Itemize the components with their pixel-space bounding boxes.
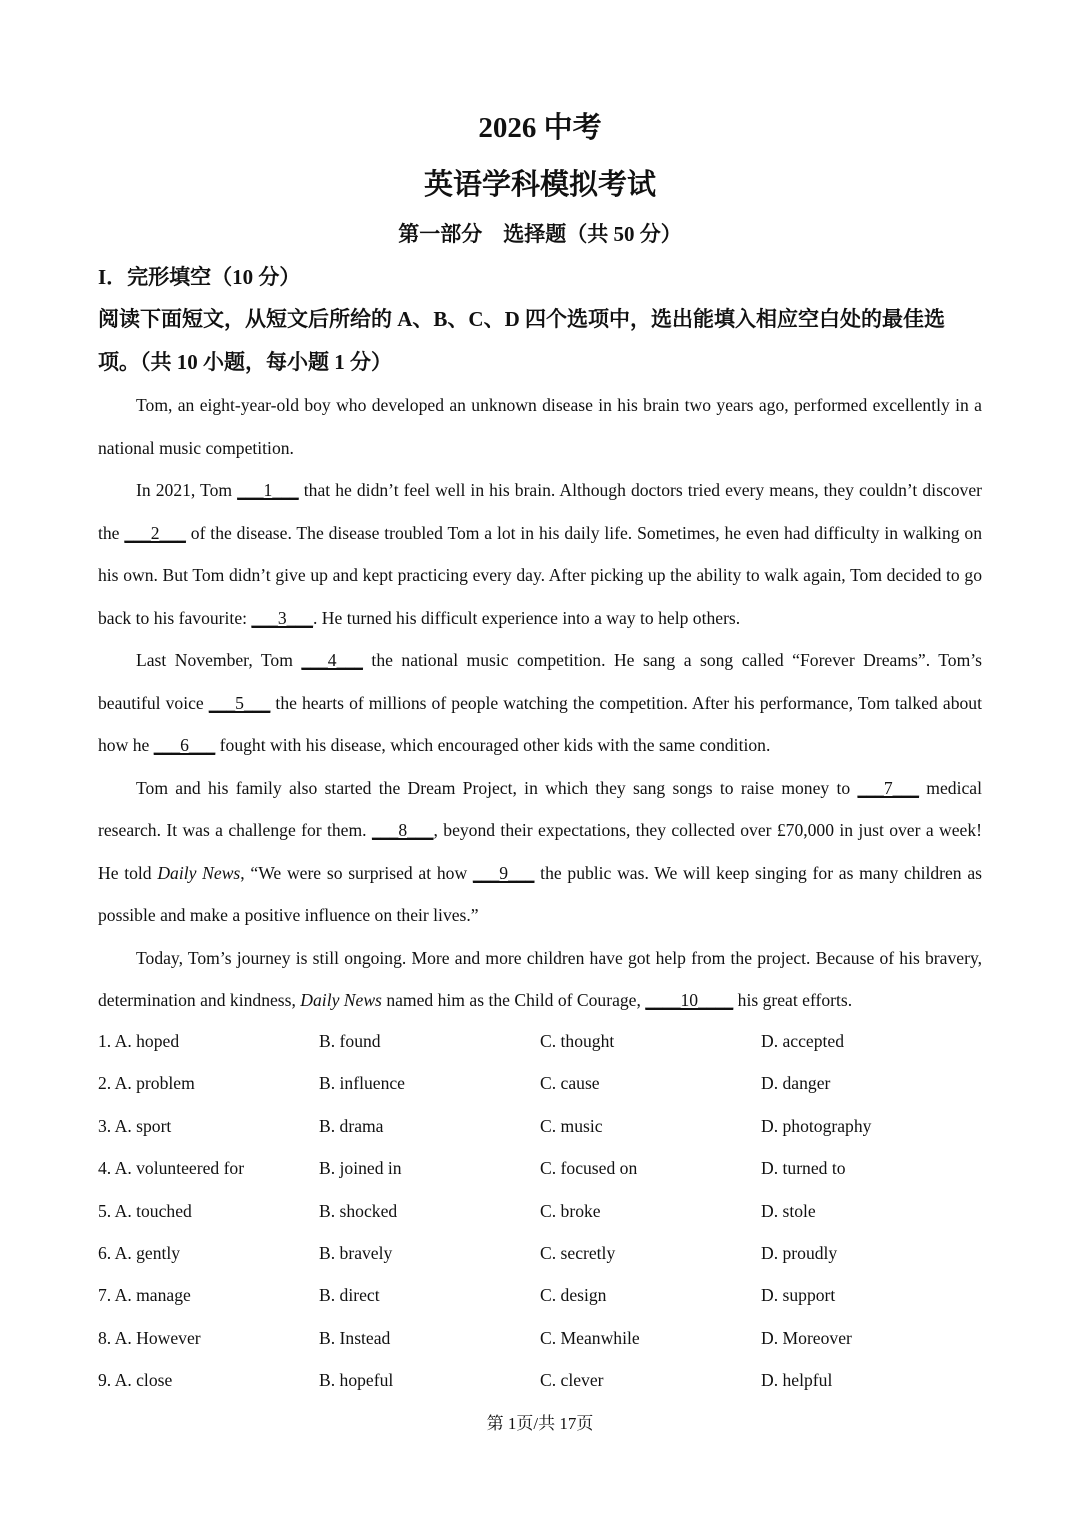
- option-row-8: [98, 1317, 982, 1359]
- option-row-6: [98, 1232, 982, 1274]
- exam-title: 2026 中考: [478, 112, 602, 144]
- option-d: D. Moreover: [761, 1327, 852, 1348]
- option-d: D. support: [761, 1285, 836, 1306]
- blank-9: ___9___: [472, 862, 535, 883]
- paragraph-text: Tom and his family also started the Dream Project, in which they sang songs to raise money to: [136, 777, 858, 798]
- blank-7: ___7___: [857, 777, 920, 798]
- option-b: B. found: [319, 1031, 381, 1051]
- cloze-passage: [98, 384, 982, 1022]
- exam-subtitle: 英语学科模拟考试: [423, 169, 656, 201]
- option-b: B. drama: [319, 1115, 384, 1136]
- page-number: 第 1页/共 17页: [486, 1414, 594, 1433]
- option-row-7: [98, 1274, 982, 1316]
- option-a: 1. A. hoped: [98, 1031, 180, 1051]
- paragraph-text: In 2021, Tom: [136, 480, 238, 500]
- paragraph-text: that he didn’t feel well in his brain. Although doctors tried every means, they couldn’t discover the: [98, 480, 982, 543]
- newspaper-name: Daily News: [157, 862, 241, 883]
- option-a: 7. A. manage: [98, 1285, 191, 1306]
- option-c: C. Meanwhile: [540, 1327, 640, 1348]
- option-b: B. influence: [319, 1073, 405, 1094]
- option-row-2: [98, 1062, 982, 1104]
- option-row-1: [98, 1020, 982, 1062]
- option-b: B. Instead: [319, 1327, 391, 1348]
- option-a: 6. A. gently: [98, 1242, 181, 1263]
- newspaper-name: Daily News: [300, 990, 382, 1010]
- paragraph-text: medical research. It was a challenge for them.: [98, 777, 982, 840]
- option-a: 4. A. volunteered for: [98, 1158, 245, 1179]
- blank-10: ____10____: [645, 990, 734, 1010]
- option-d: D. stole: [761, 1200, 816, 1221]
- option-d: D. helpful: [761, 1370, 833, 1391]
- option-d: D. accepted: [761, 1031, 845, 1051]
- paragraph-text: his great efforts.: [733, 990, 853, 1010]
- option-c: C. clever: [540, 1370, 604, 1391]
- paragraph-text: Tom, an eight-year-old boy who developed an unknown disease in his brain two years ago, performed excellently in a national music competition.: [98, 395, 982, 458]
- paragraph-4: [98, 767, 982, 937]
- option-c: C. focused on: [540, 1158, 638, 1179]
- blank-8: ___8___: [371, 820, 434, 840]
- option-a: 8. A. However: [98, 1327, 201, 1348]
- paragraph-text: the national music competition. He sang a song called “Forever Dreams”. Tom’s beautiful voice: [98, 650, 983, 713]
- option-c: C. cause: [540, 1073, 600, 1094]
- paragraph-text: fought with his disease, which encouraged other kids with the same condition.: [215, 735, 771, 755]
- section-heading: I．完形填空（10 分）: [98, 265, 301, 289]
- option-d: D. proudly: [761, 1242, 838, 1263]
- option-c: C. secretly: [540, 1242, 616, 1263]
- option-b: B. hopeful: [319, 1370, 394, 1391]
- paragraph-5: [98, 937, 982, 1022]
- blank-1: ___1___: [237, 480, 299, 500]
- option-a: 5. A. touched: [98, 1200, 192, 1221]
- section-instruction: [98, 298, 982, 383]
- paragraph-text: the public was. We will keep singing for as many children as possible and make a positive influence on their lives.”: [98, 862, 982, 925]
- paragraph-1: [98, 384, 982, 469]
- paragraph-text: named him as the Child of Courage,: [381, 990, 646, 1010]
- paragraph-text: , beyond their expectations, they collected over £70,000 in just over a week! He told: [98, 820, 982, 883]
- blank-3: ___3___: [251, 607, 313, 628]
- option-a: 3. A. sport: [98, 1115, 172, 1136]
- part-heading: 第一部分 选择题（共 50 分）: [398, 222, 682, 246]
- answer-options: [98, 1020, 982, 1402]
- option-d: D. turned to: [761, 1158, 846, 1179]
- option-c: C. design: [540, 1285, 607, 1306]
- option-a: 2. A. problem: [98, 1073, 195, 1094]
- option-b: B. bravely: [319, 1242, 393, 1263]
- paragraph-3: [98, 639, 982, 767]
- paragraph-text: Last November, Tom: [136, 650, 302, 670]
- option-d: D. danger: [761, 1073, 831, 1094]
- option-d: D. photography: [761, 1115, 872, 1136]
- option-a: 9. A. close: [98, 1370, 173, 1391]
- paragraph-text: the hearts of millions of people watching the competition. After his performance, Tom talked about how he: [98, 692, 982, 755]
- paragraph-text: of the disease. The disease troubled Tom a lot in his daily life. Sometimes, he even had difficulty in walking on his own. But Tom didn’t give up and kept practicing every day. After picking up the ability to walk again, Tom decided to go back to his favourite:: [98, 522, 982, 628]
- blank-5: ___5___: [208, 692, 271, 713]
- paragraph-text: Today, Tom’s journey is still ongoing. More and more children have got help from the project. Because of his bravery, determination and kindness,: [98, 947, 982, 1010]
- paragraph-text: . He turned his difficult experience into a way to help others.: [313, 607, 741, 628]
- blank-4: ___4___: [301, 650, 363, 670]
- option-c: C. music: [540, 1115, 603, 1136]
- paragraph-text: , “We were so surprised at how: [240, 862, 473, 883]
- instruction-line-2: 项。（共 10 小题，每小题 1 分）: [98, 349, 392, 374]
- option-c: C. broke: [540, 1200, 601, 1221]
- option-b: B. joined in: [319, 1158, 402, 1179]
- option-c: C. thought: [540, 1031, 615, 1051]
- option-b: B. shocked: [319, 1200, 398, 1221]
- paragraph-2: [98, 469, 982, 639]
- blank-6: ___6___: [153, 735, 216, 755]
- option-row-9: [98, 1359, 982, 1401]
- option-row-3: [98, 1105, 982, 1147]
- blank-2: ___2___: [124, 522, 186, 543]
- option-row-5: [98, 1190, 982, 1232]
- instruction-line-1: 阅读下面短文，从短文后所给的 A、B、C、D 四个选项中，选出能填入相应空白处的最佳选: [98, 307, 945, 331]
- option-row-4: [98, 1147, 982, 1189]
- option-b: B. direct: [319, 1285, 380, 1306]
